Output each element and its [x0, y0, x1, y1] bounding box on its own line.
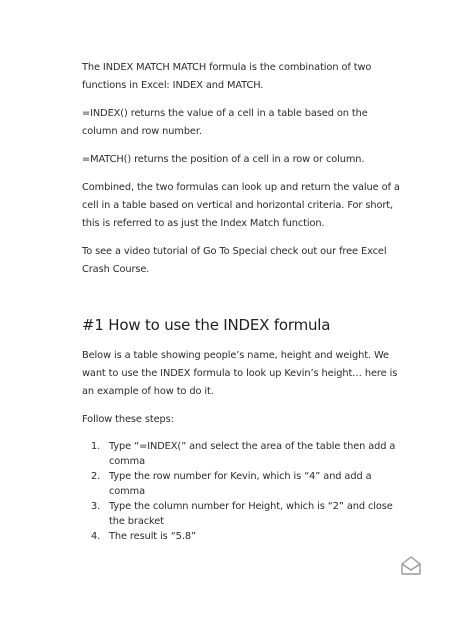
- document-body: [82, 59, 402, 544]
- step-number: 2.: [91, 471, 101, 482]
- step-text: Type the row number for Kevin, which is “4” and add a comma: [109, 471, 372, 497]
- home-envelope-icon[interactable]: [400, 555, 422, 577]
- section-intro: Below is a table showing people’s name, height and weight. We want to use the INDEX formula to look up Kevin’s height… here is an example of how to do it.: [82, 350, 398, 397]
- step-text: The result is “5.8”: [109, 531, 196, 542]
- list-item: [82, 499, 402, 529]
- home-envelope-icon-graphic: [400, 555, 422, 577]
- paragraph-combined: Combined, the two formulas can look up and return the value of a cell in a table based on vertical and horizontal criteria. For short, this is referred to as just the Index Match function.: [82, 182, 400, 229]
- steps-list: [82, 439, 402, 544]
- paragraph-match-definition: =MATCH() returns the position of a cell in a row or column.: [82, 154, 365, 165]
- step-number: 1.: [91, 441, 101, 452]
- step-number: 4.: [91, 531, 101, 542]
- paragraph-intro: The INDEX MATCH MATCH formula is the combination of two functions in Excel: INDEX and MATCH.: [82, 62, 372, 91]
- list-item: [82, 529, 402, 544]
- section-heading: #1 How to use the INDEX formula: [82, 316, 331, 334]
- paragraph-video-tutorial: To see a video tutorial of Go To Special check out our free Excel Crash Course.: [82, 246, 387, 275]
- step-text: Type the column number for Height, which is “2” and close the bracket: [109, 501, 393, 527]
- follow-steps-label: Follow these steps:: [82, 414, 174, 425]
- step-text: Type “=INDEX(” and select the area of the table then add a comma: [109, 441, 396, 467]
- paragraph-index-definition: =INDEX() returns the value of a cell in a table based on the column and row number.: [82, 108, 368, 137]
- step-number: 3.: [91, 501, 101, 512]
- list-item: [82, 439, 402, 469]
- list-item: [82, 469, 402, 499]
